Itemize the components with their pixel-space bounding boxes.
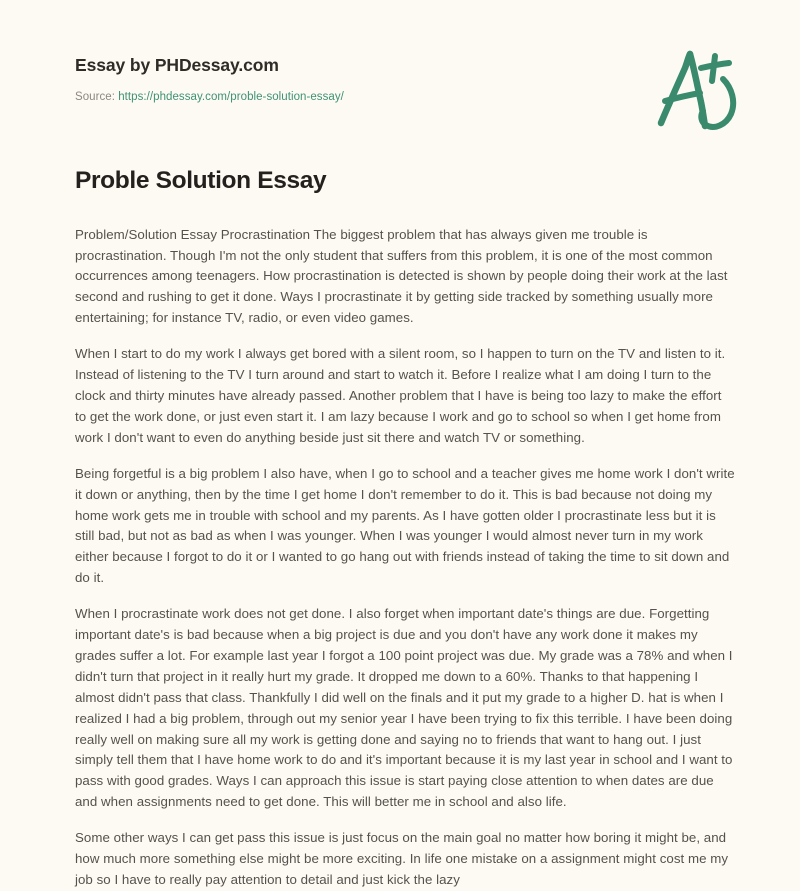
paragraph: Being forgetful is a big problem I also have, when I go to school and a teacher gives me home work I don't write it down or anything, then by the time I get home I don't remember to do it. This is bad because not doing my home work gets me in trouble with school and my parents. As I have gotten older I procrastinate less but it is still bad, but not as bad as when I was younger. When I was younger I would almost never turn in my work either because I forgot to do it or I wanted to go hang out with friends instead of taking the time to sit down and do it. [75,465,735,586]
paragraph: Problem/Solution Essay Procrastination The biggest problem that has always given me trouble is procrastination. Though I'm not the only student that suffers from this problem, it is one of the most common occurrences among teenagers. How procrastination is detected is shown by people doing their work at the last second and rushing to get it done. Ways I procrastinate it by getting side tracked by something usually more entertaining; for instance TV, radio, or even video games. [75,226,728,326]
paragraph: Some other ways I can get pass this issue is just focus on the main goal no matter how boring it might be, and how much more something else might be more exciting. In life one mistake on a assignment might cost me my job so I have to really pay attention to detail and just kick the lazy [75,830,729,887]
page-header [0,0,800,110]
source-line [75,90,735,105]
page-title: Proble Solution Essay [75,167,327,194]
paragraph: When I procrastinate work does not get done. I also forget when important date's things are due. Forgetting important date's is bad because when a big project is due and you don't have any work done it makes my grades suffer a lot. For example last year I forgot a 100 point project was due. My grade was a 78% and when I didn't turn that project in it really hurt my grade. It dropped me down to a 60%. Thanks to that happening I almost didn't pass that class. Thankfully I did well on the finals and it put my grade to a higher D. hat is when I realized I had a big problem, through out my senior year I have been trying to fix this terrible. I have been doing really well on making sure all my work is getting done and saying no to friends that want to hang out. I just simply tell them that I have home work to do and it's important because it is my last year in school and I want to pass with good grades. Ways I can approach this issue is start paying close attention to when dates are due and when assignments need to get done. This will better me in school and also life. [75,606,733,810]
article-body [0,166,800,891]
brand-title: Essay by PHDessay.com [75,55,279,75]
essay-paragraphs [75,225,735,891]
aplus-logo-icon [652,40,748,140]
source-url-link[interactable]: https://phdessay.com/proble-solution-essay/ [118,91,344,103]
paragraph: When I start to do my work I always get bored with a silent room, so I happen to turn on the TV and listen to it. Instead of listening to the TV I turn around and start to watch it. Before I realize what I am doing I turn to the clock and thirty minutes have already passed. Another problem that I have is being too lazy to make the effort to get the work done, or just even start it. I am lazy because I work and go to school so when I get home from work I don't want to even do anything beside just sit there and watch TV or something. [75,346,726,445]
source-label: Source: [75,91,115,103]
